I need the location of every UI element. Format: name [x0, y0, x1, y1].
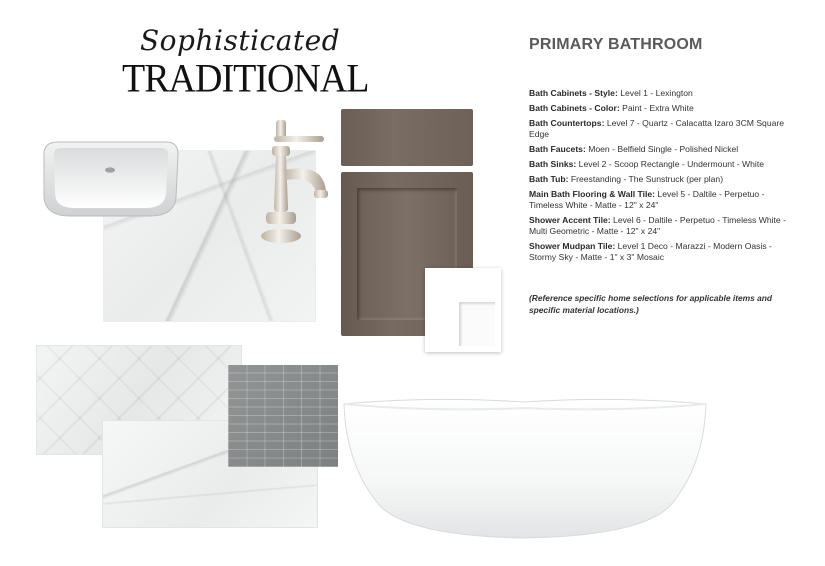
- white-cabinet-sample-panel: [459, 302, 495, 346]
- spec-shower-mudpan-tile: Shower Mudpan Tile: Level 1 Deco - Marazzi - Modern Oasis - Stormy Sky - Matte - 1" x 3" Mosaic: [529, 241, 772, 262]
- spec-bath-sinks: Bath Sinks: Level 2 - Scoop Rectangle - Undermount - White: [529, 159, 765, 169]
- spec-bath-cabinets-color: Bath Cabinets - Color: Paint - Extra White: [529, 103, 694, 113]
- freestanding-tub-image: [340, 396, 710, 542]
- polished-nickel-faucet-image: [254, 112, 340, 252]
- script-title: Sophisticated: [140, 24, 341, 57]
- selection-spec-list: [529, 88, 787, 267]
- spec-shower-accent-tile: Shower Accent Tile: Level 6 - Daltile - Perpetuo - Timeless White - Multi Geometric - Matte - 12" x 24": [529, 215, 786, 236]
- spec-bath-countertops: Bath Countertops: Level 7 - Quartz - Calacatta Izaro 3CM Square Edge: [529, 118, 785, 139]
- spec-bath-tub: Bath Tub: Freestanding - The Sunstruck (per plan): [529, 174, 724, 184]
- spec-main-bath-flooring-wall-tile: Main Bath Flooring & Wall Tile: Level 5 - Daltile - Perpetuo - Timeless White - Matte - 12" x 24": [529, 189, 765, 210]
- spec-bath-cabinets-style: Bath Cabinets - Style: Level 1 - Lexington: [529, 88, 693, 98]
- cabinet-drawer-front: [341, 109, 473, 166]
- spec-bath-faucets: Bath Faucets: Moen - Belfield Single - Polished Nickel: [529, 144, 739, 154]
- undermount-sink-image: [40, 140, 180, 218]
- room-title: PRIMARY BATHROOM: [529, 36, 703, 53]
- mosaic-tile-swatch: [228, 365, 338, 467]
- main-title: TRADITIONAL: [122, 57, 369, 102]
- white-cabinet-sample: [425, 268, 501, 352]
- reference-note: (Reference specific home selections for applicable items and specific material locations.): [529, 293, 772, 315]
